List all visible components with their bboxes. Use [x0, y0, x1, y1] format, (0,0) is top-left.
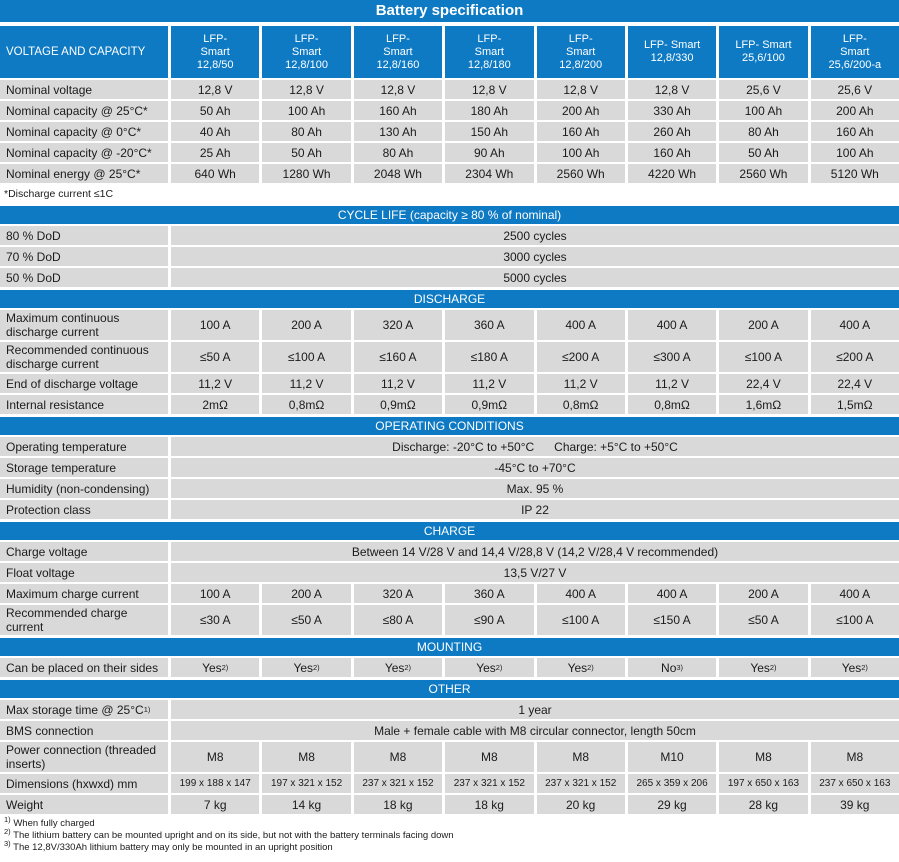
spec-cell: 400 A — [811, 584, 899, 603]
row-label — [0, 268, 168, 287]
spec-cell: 160 Ah — [537, 122, 625, 141]
spec-cell: M8 — [445, 742, 533, 772]
row-label-text: Float voltage — [6, 565, 75, 580]
spec-cell: 1,5mΩ — [811, 395, 899, 414]
spec-cell: 2560 Wh — [537, 164, 625, 183]
column-header-line: LFP- — [568, 32, 593, 45]
spec-cell: M8 — [811, 742, 899, 772]
spec-cell: 1280 Wh — [262, 164, 350, 183]
spec-row — [0, 584, 899, 603]
spec-row — [0, 479, 899, 498]
column-header-line: LFP- Smart — [735, 39, 792, 51]
spec-cell: 640 Wh — [171, 164, 259, 183]
spec-cell: ≤100 A — [719, 342, 807, 372]
spec-cell: 100 A — [171, 310, 259, 340]
row-label — [0, 500, 168, 519]
row-label — [0, 479, 168, 498]
spec-cell: 197 x 650 x 163 — [719, 774, 807, 793]
column-header — [354, 26, 442, 78]
row-label-text: Internal resistance — [6, 397, 105, 412]
spec-cell: M8 — [354, 742, 442, 772]
spec-cell: 400 A — [811, 310, 899, 340]
spec-cell: 180 Ah — [445, 101, 533, 120]
merged-value: IP 22 — [171, 500, 899, 519]
spec-cell: 100 A — [171, 584, 259, 603]
spec-row — [0, 80, 899, 99]
spec-row — [0, 395, 899, 414]
column-header — [445, 26, 533, 78]
spec-cell-text: Yes — [202, 660, 222, 675]
column-header — [537, 26, 625, 78]
spec-cell: M10 — [628, 742, 716, 772]
spec-row — [0, 742, 899, 772]
column-header — [811, 26, 899, 78]
spec-cell: ≤100 A — [811, 605, 899, 635]
spec-cell: 7 kg — [171, 795, 259, 814]
merged-value: Between 14 V/28 V and 14,4 V/28,8 V (14,2 V/28,4 V recommended) — [171, 542, 899, 561]
spec-cell-text: Yes — [567, 660, 588, 675]
spec-cell: 200 A — [719, 310, 807, 340]
row-label-text: Charge voltage — [6, 544, 88, 559]
spec-cell: ≤200 A — [537, 342, 625, 372]
column-header-line: LFP- Smart — [643, 39, 701, 51]
footnote-superscript: 1) — [4, 814, 11, 824]
spec-cell: 12,8 V — [171, 80, 259, 99]
spec-cell: 320 A — [354, 584, 442, 603]
spec-cell: 22,4 V — [719, 374, 807, 393]
spec-cell: ≤50 A — [262, 605, 350, 635]
section-header: CYCLE LIFE (capacity ≥ 80 % of nominal) — [0, 206, 899, 224]
row-label — [0, 721, 168, 740]
spec-row — [0, 437, 899, 456]
spec-row — [0, 342, 899, 372]
column-header-line: 25,6/200-a — [828, 58, 882, 71]
row-label — [0, 542, 168, 561]
spec-cell: 20 kg — [537, 795, 625, 814]
spec-cell: 200 A — [719, 584, 807, 603]
spec-cell: 22,4 V — [811, 374, 899, 393]
spec-cell: 160 Ah — [354, 101, 442, 120]
row-label-text: 50 % DoD — [6, 270, 61, 285]
spec-cell: 18 kg — [354, 795, 442, 814]
row-label-text: Max storage time @ 25°C — [6, 702, 144, 717]
spec-cell: 400 A — [537, 584, 625, 603]
row-label — [0, 247, 168, 266]
column-header-line: 25,6/100 — [742, 52, 785, 64]
spec-cell: 0,8mΩ — [628, 395, 716, 414]
spec-cell: 150 Ah — [445, 122, 533, 141]
row-label-text: Dimensions (hxwxd) mm — [6, 776, 138, 791]
row-label-text: 70 % DoD — [6, 249, 61, 264]
column-header-line: Smart — [383, 45, 413, 58]
spec-cell: ≤100 A — [262, 342, 350, 372]
spec-cell: 260 Ah — [628, 122, 716, 141]
footnote — [4, 814, 899, 830]
row-label-text: Power connection (threaded inserts) — [6, 743, 157, 771]
spec-cell: 400 A — [628, 310, 716, 340]
section-header: CHARGE — [0, 522, 899, 540]
spec-cell: 400 A — [537, 310, 625, 340]
column-header-line: 12,8/200 — [559, 58, 603, 71]
spec-cell: 39 kg — [811, 795, 899, 814]
spec-cell: M8 — [262, 742, 350, 772]
column-header-line: Smart — [840, 45, 870, 58]
column-header-line: LFP- — [386, 32, 410, 45]
column-header-line: 12,8/50 — [196, 58, 234, 71]
spec-cell: Yes 2) — [262, 658, 350, 677]
column-header-line: 12,8/160 — [376, 58, 420, 71]
spec-cell: ≤200 A — [811, 342, 899, 372]
row-label — [0, 658, 168, 677]
spec-cell: 237 x 321 x 152 — [537, 774, 625, 793]
spec-cell: Yes 2) — [811, 658, 899, 677]
spec-cell: 360 A — [445, 310, 533, 340]
spec-cell: 200 Ah — [811, 101, 899, 120]
row-label-text: Operating temperature — [6, 439, 127, 454]
spec-cell: 11,2 V — [171, 374, 259, 393]
spec-cell: ≤160 A — [354, 342, 442, 372]
spec-cell: ≤30 A — [171, 605, 259, 635]
spec-cell: 265 x 359 x 206 — [628, 774, 716, 793]
spec-cell: ≤100 A — [537, 605, 625, 635]
row-label — [0, 437, 168, 456]
spec-cell: Yes 2) — [171, 658, 259, 677]
spec-cell: 1,6mΩ — [719, 395, 807, 414]
spec-cell: 237 x 321 x 152 — [445, 774, 533, 793]
row-label — [0, 458, 168, 477]
spec-cell: 50 Ah — [719, 143, 807, 162]
footnote-text: The lithium battery can be mounted upright and on its side, but not with the battery terminals facing down — [13, 830, 454, 841]
merged-value: Max. 95 % — [171, 479, 899, 498]
spec-cell: 160 Ah — [628, 143, 716, 162]
spec-row — [0, 458, 899, 477]
spec-cell: 2mΩ — [171, 395, 259, 414]
spec-cell: 80 Ah — [262, 122, 350, 141]
spec-row — [0, 164, 899, 183]
section-header: DISCHARGE — [0, 290, 899, 308]
row-label-text: Can be placed on their sides — [6, 660, 159, 675]
column-header-label: VOLTAGE AND CAPACITY — [0, 26, 168, 78]
spec-cell: 11,2 V — [262, 374, 350, 393]
merged-value: 5000 cycles — [171, 268, 899, 287]
spec-cell: 199 x 188 x 147 — [171, 774, 259, 793]
spec-row — [0, 122, 899, 141]
table-note: *Discharge current ≤1C — [4, 188, 114, 200]
column-header — [628, 26, 716, 78]
spec-cell: 237 x 650 x 163 — [811, 774, 899, 793]
spec-cell-text: Yes — [293, 660, 314, 675]
spec-row — [0, 542, 899, 561]
spec-cell: ≤50 A — [171, 342, 259, 372]
row-label-text: Nominal voltage — [6, 82, 93, 97]
row-label — [0, 80, 168, 99]
spec-row — [0, 774, 899, 793]
column-header-line: 12,8/330 — [650, 52, 694, 64]
spec-cell: ≤300 A — [628, 342, 716, 372]
spec-cell: 160 Ah — [811, 122, 899, 141]
spec-cell: 130 Ah — [354, 122, 442, 141]
row-label — [0, 342, 168, 372]
spec-cell: Yes 2) — [537, 658, 625, 677]
spec-cell-text: No — [661, 660, 677, 675]
row-label-text: BMS connection — [6, 723, 94, 738]
column-header-line: LFP- — [294, 32, 319, 45]
row-label — [0, 395, 168, 414]
spec-cell: Yes 2) — [719, 658, 807, 677]
row-label-text: Recommended continuous discharge current — [6, 343, 149, 371]
spec-cell: 100 Ah — [811, 143, 899, 162]
spec-cell: 2304 Wh — [445, 164, 533, 183]
spec-cell: 14 kg — [262, 795, 350, 814]
footnotes — [0, 814, 899, 858]
spec-cell: ≤150 A — [628, 605, 716, 635]
spec-row — [0, 500, 899, 519]
spec-row — [0, 563, 899, 582]
spec-row — [0, 247, 899, 266]
spec-row — [0, 143, 899, 162]
spec-cell: ≤50 A — [719, 605, 807, 635]
spec-row — [0, 374, 899, 393]
row-label-text: Humidity (non-condensing) — [6, 481, 150, 496]
row-label — [0, 101, 168, 120]
section-header: OTHER — [0, 680, 899, 698]
row-label — [0, 143, 168, 162]
spec-cell: M8 — [719, 742, 807, 772]
spec-cell-text: Yes — [384, 660, 405, 675]
spec-cell: 50 Ah — [171, 101, 259, 120]
merged-value: Discharge: -20°C to +50°C Charge: +5°C to +50°C — [171, 437, 899, 456]
column-header-line: Smart — [566, 45, 596, 58]
spec-cell: No 3) — [628, 658, 716, 677]
spec-row — [0, 268, 899, 287]
column-header-line: Smart — [200, 45, 230, 58]
spec-row — [0, 795, 899, 814]
spec-cell: 12,8 V — [537, 80, 625, 99]
spec-cell: 12,8 V — [445, 80, 533, 99]
row-label-text: Nominal capacity @ 0°C* — [6, 124, 142, 139]
row-label — [0, 374, 168, 393]
column-header-row — [0, 26, 899, 78]
merged-value: 13,5 V/27 V — [171, 563, 899, 582]
spec-cell: 197 x 321 x 152 — [262, 774, 350, 793]
row-label — [0, 742, 168, 772]
spec-cell: 11,2 V — [445, 374, 533, 393]
column-header-line: LFP- — [842, 32, 867, 45]
spec-cell: 360 A — [445, 584, 533, 603]
spec-cell: 0,9mΩ — [354, 395, 442, 414]
spec-cell: 4220 Wh — [628, 164, 716, 183]
table-title: Battery specification — [0, 0, 899, 22]
spec-cell: Yes 2) — [445, 658, 533, 677]
column-header-line: Smart — [474, 45, 504, 58]
merged-value: 3000 cycles — [171, 247, 899, 266]
row-label-text: Nominal energy @ 25°C* — [6, 166, 141, 181]
spec-row — [0, 226, 899, 245]
spec-cell: 200 A — [262, 310, 350, 340]
spec-cell: 25,6 V — [719, 80, 807, 99]
spec-cell: 25 Ah — [171, 143, 259, 162]
spec-cell: 12,8 V — [628, 80, 716, 99]
spec-row — [0, 310, 899, 340]
column-header-line: Smart — [291, 45, 322, 58]
spec-cell: 80 Ah — [719, 122, 807, 141]
spec-row — [0, 721, 899, 740]
row-label — [0, 226, 168, 245]
column-header — [262, 26, 350, 78]
spec-cell: ≤80 A — [354, 605, 442, 635]
row-label-text: Nominal capacity @ 25°C* — [6, 103, 148, 118]
merged-value: 1 year — [171, 700, 899, 719]
merged-value: 2500 cycles — [171, 226, 899, 245]
section-header: OPERATING CONDITIONS — [0, 417, 899, 435]
row-label — [0, 164, 168, 183]
spec-cell-text: Yes — [750, 660, 770, 675]
spec-cell: 11,2 V — [537, 374, 625, 393]
row-label-text: Protection class — [6, 502, 91, 517]
row-label — [0, 584, 168, 603]
column-header-line: 12,8/100 — [285, 58, 328, 71]
row-label — [0, 795, 168, 814]
spec-cell: 0,8mΩ — [262, 395, 350, 414]
section-header: MOUNTING — [0, 638, 899, 656]
spec-cell: 100 Ah — [537, 143, 625, 162]
spec-cell: 18 kg — [445, 795, 533, 814]
spec-cell: 11,2 V — [354, 374, 442, 393]
spec-cell: 5120 Wh — [811, 164, 899, 183]
spec-cell: 330 Ah — [628, 101, 716, 120]
row-label — [0, 605, 168, 635]
footnote — [4, 838, 899, 854]
row-label-text: Recommended charge current — [6, 606, 128, 634]
spec-cell: 237 x 321 x 152 — [354, 774, 442, 793]
column-header-line: LFP- — [477, 32, 502, 45]
spec-cell: 80 Ah — [354, 143, 442, 162]
footnote — [4, 826, 899, 842]
footnote-text: When fully charged — [13, 818, 95, 829]
row-label-text: Storage temperature — [6, 460, 117, 475]
spec-cell-text: Yes — [476, 660, 496, 675]
row-label-text: 80 % DoD — [6, 228, 61, 243]
spec-cell: 2560 Wh — [719, 164, 807, 183]
spec-row — [0, 700, 899, 719]
spec-cell: 12,8 V — [354, 80, 442, 99]
row-label-text: Nominal capacity @ -20°C* — [6, 145, 152, 160]
row-label — [0, 310, 168, 340]
spec-cell: 100 Ah — [719, 101, 807, 120]
spec-cell: 200 A — [262, 584, 350, 603]
spec-cell: 28 kg — [719, 795, 807, 814]
spec-cell: ≤90 A — [445, 605, 533, 635]
spec-cell: 100 Ah — [262, 101, 350, 120]
spec-cell: 12,8 V — [262, 80, 350, 99]
spec-cell: 2048 Wh — [354, 164, 442, 183]
spec-cell: 29 kg — [628, 795, 716, 814]
spec-cell: 11,2 V — [628, 374, 716, 393]
spec-row — [0, 101, 899, 120]
spec-cell: 200 Ah — [537, 101, 625, 120]
footnote-text: The 12,8V/330Ah lithium battery may only be mounted in an upright position — [13, 842, 333, 853]
spec-cell: 0,8mΩ — [537, 395, 625, 414]
spec-cell-text: Yes — [841, 660, 862, 675]
spec-cell: 90 Ah — [445, 143, 533, 162]
row-label: Max storage time @ 25°C 1) — [0, 700, 168, 719]
row-label — [0, 774, 168, 793]
spec-cell: 320 A — [354, 310, 442, 340]
spec-cell: 40 Ah — [171, 122, 259, 141]
row-label — [0, 563, 168, 582]
row-label-text: Maximum charge current — [6, 586, 139, 601]
spec-cell: M8 — [537, 742, 625, 772]
row-label-text: Weight — [6, 797, 44, 812]
spec-cell: 0,9mΩ — [445, 395, 533, 414]
spec-cell: 25,6 V — [811, 80, 899, 99]
spec-cell: M8 — [171, 742, 259, 772]
merged-value: Male + female cable with M8 circular connector, length 50cm — [171, 721, 899, 740]
spec-table-body — [0, 22, 899, 814]
column-header — [171, 26, 259, 78]
column-header-line: 12,8/180 — [467, 58, 511, 71]
row-label-text: End of discharge voltage — [6, 376, 139, 391]
merged-value: -45°C to +70°C — [171, 458, 899, 477]
column-header-line: LFP- — [203, 32, 228, 45]
row-label-text: Maximum continuous discharge current — [6, 311, 120, 339]
spec-cell: 50 Ah — [262, 143, 350, 162]
spec-cell: ≤180 A — [445, 342, 533, 372]
spec-cell: 400 A — [628, 584, 716, 603]
spec-cell: Yes 2) — [354, 658, 442, 677]
footnote-superscript: 3) — [4, 838, 11, 848]
spec-row — [0, 605, 899, 635]
spec-row — [0, 658, 899, 677]
footnote-superscript: 2) — [4, 826, 11, 836]
column-header — [719, 26, 807, 78]
row-label — [0, 122, 168, 141]
